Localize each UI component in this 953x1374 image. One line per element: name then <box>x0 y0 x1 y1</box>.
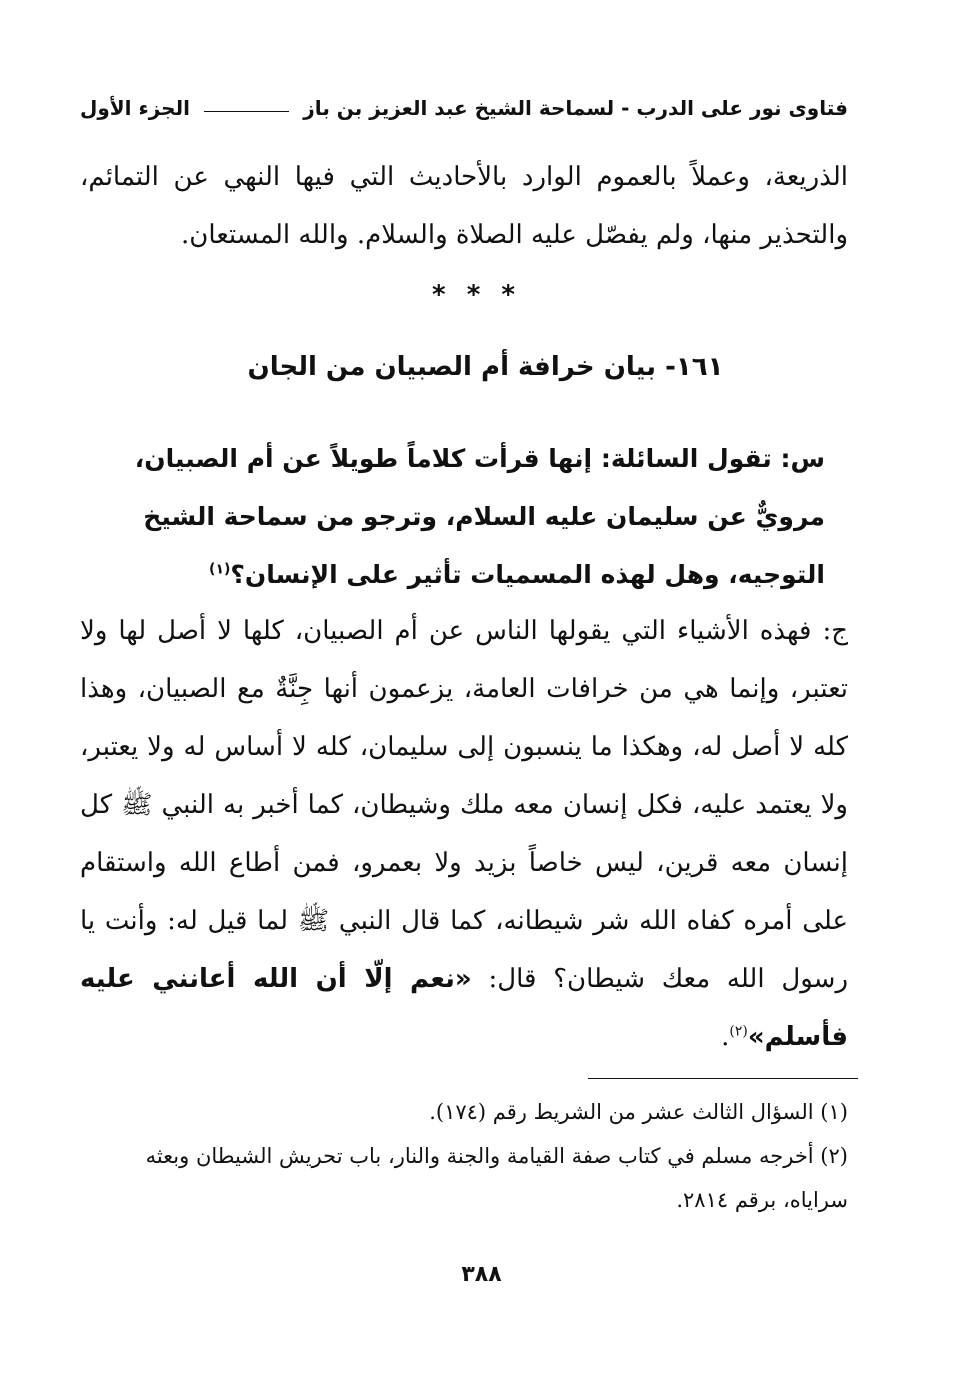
answer-paragraph <box>80 602 848 1066</box>
hadith-quote: «نعم إلّا أن الله أعانني عليه فأسلم» <box>80 964 848 1052</box>
footnote-2: (٢) أخرجه مسلم في كتاب صفة القيامة والجنة والنار، باب تحريش الشيطان وبعثه سراياه، برقم ٢٨١٤. <box>145 1144 848 1212</box>
footnote-rule <box>588 1078 858 1079</box>
intro-paragraph: الذريعة، وعملاً بالعموم الوارد بالأحاديث التي فيها النهي عن التمائم، والتحذير منها، ولم يفصّل عليه الصلاة والسلام. والله المستعان. <box>80 162 848 250</box>
running-header <box>80 88 848 128</box>
footnote-1: (١) السؤال الثالث عشر من الشريط رقم (١٧٤). <box>429 1100 848 1124</box>
page-number: ٣٨٨ <box>461 1262 502 1287</box>
header-title: فتاوى نور على الدرب - لسماحة الشيخ عبد العزيز بن باز <box>303 96 848 120</box>
answer-text: ج: فهذه الأشياء التي يقولها الناس عن أم الصبيان، كلها لا أصل لها ولا تعتبر، وإنما هي من خرافات العامة، يزعمون أنها جِنَّةٌ مع الصبيان، وهذا كله لا أصل له، وهكذا ما ينسبون إلى سليمان، كله لا أساس له ولا يعتبر، ولا يعتمد عليه، فكل إنسان معه ملك وشيطان، كما أخبر به النبي ﷺ كل إنسان معه قرين، ليس خاصاً بزيد ولا بعمرو، فمن أطاع الله واستقام على أمره كفاه الله شر شيطانه، كما قال النبي ﷺ لما قيل له: وأنت يا رسول الله معك شيطان؟ قال: <box>80 616 849 994</box>
answer-end: . <box>721 1022 730 1052</box>
header-part: الجزء الأول <box>80 96 190 120</box>
question-paragraph <box>120 430 825 604</box>
question-footnote-ref: (١) <box>209 561 231 578</box>
question-text: س: تقول السائلة: إنها قرأت كلاماً طويلاً عن أم الصبيان، مرويٌّ عن سليمان عليه السلام، وترجو من سماحة الشيخ التوجيه، وهل لهذه المسميات تأثير على الإنسان؟ <box>134 444 825 589</box>
header-rule <box>204 111 289 112</box>
answer-footnote-ref: (٢) <box>729 1023 748 1040</box>
fatwa-title: ١٦١- بيان خرافة أم الصبيان من الجان <box>247 352 724 382</box>
footnotes <box>80 1090 848 1222</box>
section-separator: * * * <box>432 280 521 310</box>
